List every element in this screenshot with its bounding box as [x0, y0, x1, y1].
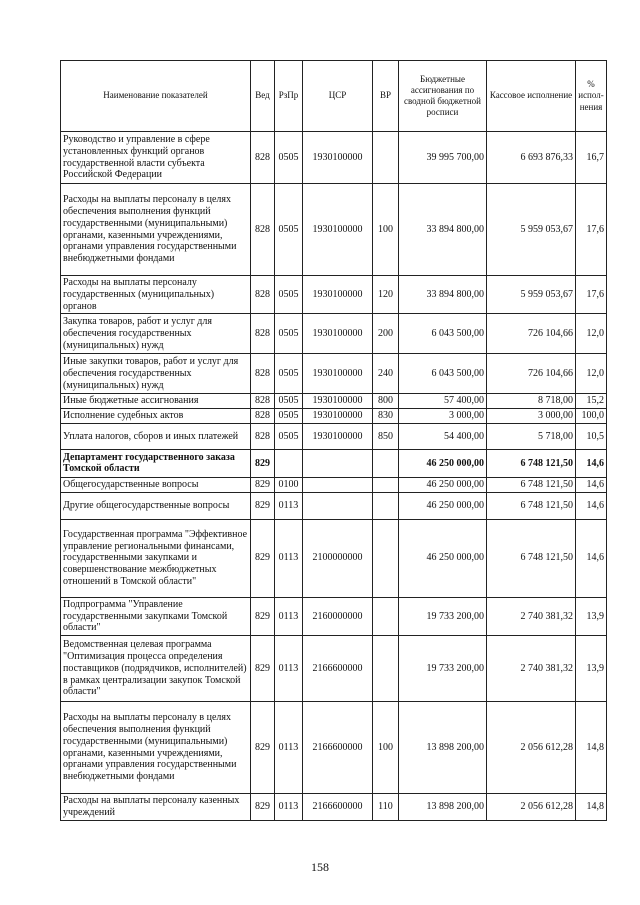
cell-allocations: 19 733 200,00: [399, 636, 487, 702]
budget-execution-table: [60, 60, 607, 821]
cell-csr: 1930100000: [303, 423, 373, 449]
cell-name: Подпрограмма "Управление государственными закупками Томской области": [61, 597, 251, 635]
cell-percent: 14,8: [576, 702, 607, 794]
cell-percent: 14,6: [576, 477, 607, 492]
header-percent: % испол-нения: [576, 61, 607, 132]
cell-cash: 2 740 381,32: [487, 636, 576, 702]
cell-cash: 2 056 612,28: [487, 794, 576, 821]
table-row: [61, 519, 607, 597]
cell-ved: 828: [251, 423, 275, 449]
cell-vr: [373, 449, 399, 477]
cell-rzpr: 0505: [275, 314, 303, 354]
table-row: [61, 794, 607, 821]
table-row: [61, 702, 607, 794]
table-row: [61, 423, 607, 449]
cell-csr: [303, 492, 373, 519]
cell-cash: 726 104,66: [487, 354, 576, 394]
cell-name: Закупка товаров, работ и услуг для обеспечения государственных (муниципальных) нужд: [61, 314, 251, 354]
cell-csr: 2166600000: [303, 702, 373, 794]
header-vr: ВР: [373, 61, 399, 132]
header-name: Наименование показателей: [61, 61, 251, 132]
cell-percent: 10,5: [576, 423, 607, 449]
cell-percent: 17,6: [576, 276, 607, 314]
cell-allocations: 33 894 800,00: [399, 184, 487, 276]
cell-csr: 1930100000: [303, 132, 373, 184]
cell-percent: 12,0: [576, 354, 607, 394]
cell-allocations: 6 043 500,00: [399, 354, 487, 394]
table-row: [61, 409, 607, 424]
table-row: [61, 354, 607, 394]
header-allocations: Бюджетные ассигнования по сводной бюджетной росписи: [399, 61, 487, 132]
cell-cash: 6 693 876,33: [487, 132, 576, 184]
table-row: [61, 394, 607, 409]
cell-allocations: 46 250 000,00: [399, 477, 487, 492]
cell-csr: 1930100000: [303, 314, 373, 354]
cell-vr: 110: [373, 794, 399, 821]
cell-rzpr: 0505: [275, 409, 303, 424]
table-row: [61, 314, 607, 354]
cell-percent: 14,6: [576, 492, 607, 519]
cell-name: Общегосударственные вопросы: [61, 477, 251, 492]
cell-allocations: 46 250 000,00: [399, 492, 487, 519]
table-body: [61, 132, 607, 821]
cell-name: Ведомственная целевая программа "Оптимизация процесса определения поставщиков (подрядчиков, исполнителей) в рамках централизации закупок Томской области": [61, 636, 251, 702]
cell-csr: 2166600000: [303, 636, 373, 702]
cell-csr: [303, 477, 373, 492]
cell-name: Иные закупки товаров, работ и услуг для обеспечения государственных (муниципальных) нужд: [61, 354, 251, 394]
cell-cash: 5 959 053,67: [487, 276, 576, 314]
cell-rzpr: 0113: [275, 794, 303, 821]
cell-csr: 1930100000: [303, 184, 373, 276]
cell-csr: 2160000000: [303, 597, 373, 635]
cell-csr: 2166600000: [303, 794, 373, 821]
cell-allocations: 33 894 800,00: [399, 276, 487, 314]
cell-ved: 828: [251, 184, 275, 276]
cell-rzpr: 0113: [275, 519, 303, 597]
cell-csr: 1930100000: [303, 394, 373, 409]
cell-ved: 828: [251, 314, 275, 354]
cell-csr: [303, 449, 373, 477]
cell-percent: 14,6: [576, 519, 607, 597]
cell-percent: 12,0: [576, 314, 607, 354]
cell-name: Исполнение судебных актов: [61, 409, 251, 424]
cell-vr: [373, 477, 399, 492]
cell-ved: 828: [251, 394, 275, 409]
cell-percent: 15,2: [576, 394, 607, 409]
cell-allocations: 46 250 000,00: [399, 519, 487, 597]
table-row: [61, 477, 607, 492]
cell-percent: 14,8: [576, 794, 607, 821]
cell-ved: 829: [251, 597, 275, 635]
header-csr: ЦСР: [303, 61, 373, 132]
table-row: [61, 276, 607, 314]
cell-cash: 2 740 381,32: [487, 597, 576, 635]
cell-percent: 16,7: [576, 132, 607, 184]
cell-ved: 828: [251, 354, 275, 394]
cell-rzpr: 0505: [275, 354, 303, 394]
cell-csr: 1930100000: [303, 354, 373, 394]
cell-cash: 6 748 121,50: [487, 492, 576, 519]
cell-allocations: 57 400,00: [399, 394, 487, 409]
cell-cash: 2 056 612,28: [487, 702, 576, 794]
cell-percent: 17,6: [576, 184, 607, 276]
cell-rzpr: 0505: [275, 423, 303, 449]
cell-rzpr: 0505: [275, 184, 303, 276]
cell-vr: 120: [373, 276, 399, 314]
cell-cash: 3 000,00: [487, 409, 576, 424]
cell-allocations: 46 250 000,00: [399, 449, 487, 477]
cell-rzpr: 0113: [275, 597, 303, 635]
cell-name: Уплата налогов, сборов и иных платежей: [61, 423, 251, 449]
cell-name: Другие общегосударственные вопросы: [61, 492, 251, 519]
cell-rzpr: 0113: [275, 636, 303, 702]
cell-vr: [373, 597, 399, 635]
cell-cash: 8 718,00: [487, 394, 576, 409]
cell-cash: 6 748 121,50: [487, 449, 576, 477]
header-ved: Вед: [251, 61, 275, 132]
cell-rzpr: 0100: [275, 477, 303, 492]
table-row: [61, 636, 607, 702]
cell-vr: [373, 636, 399, 702]
cell-vr: 100: [373, 702, 399, 794]
cell-rzpr: [275, 449, 303, 477]
cell-vr: 830: [373, 409, 399, 424]
cell-name: Расходы на выплаты персоналу в целях обеспечения выполнения функций государственными (муниципальными) органами, казенными учреждениями, органами управления государственными внебюджетными фондами: [61, 184, 251, 276]
cell-rzpr: 0505: [275, 276, 303, 314]
cell-percent: 13,9: [576, 636, 607, 702]
cell-vr: 850: [373, 423, 399, 449]
cell-name: Государственная программа "Эффективное управление региональными финансами, государственными закупками и совершенствование межбюджетных отношений в Томской области": [61, 519, 251, 597]
cell-allocations: 19 733 200,00: [399, 597, 487, 635]
cell-csr: 1930100000: [303, 409, 373, 424]
table-row: [61, 449, 607, 477]
cell-ved: 829: [251, 702, 275, 794]
header-cash: Кассовое исполнение: [487, 61, 576, 132]
cell-ved: 829: [251, 519, 275, 597]
cell-ved: 829: [251, 492, 275, 519]
cell-ved: 828: [251, 132, 275, 184]
cell-allocations: 39 995 700,00: [399, 132, 487, 184]
table-row: [61, 132, 607, 184]
cell-rzpr: 0505: [275, 394, 303, 409]
cell-ved: 829: [251, 794, 275, 821]
cell-csr: 2100000000: [303, 519, 373, 597]
cell-name: Расходы на выплаты персоналу в целях обеспечения выполнения функций государственными (муниципальными) органами, казенными учреждениями, органами управления государственными внебюджетными фондами: [61, 702, 251, 794]
cell-name: Расходы на выплаты персоналу казенных учреждений: [61, 794, 251, 821]
cell-allocations: 13 898 200,00: [399, 702, 487, 794]
cell-percent: 100,0: [576, 409, 607, 424]
cell-ved: 829: [251, 449, 275, 477]
page-number: 158: [311, 860, 329, 874]
cell-vr: 100: [373, 184, 399, 276]
cell-cash: 5 718,00: [487, 423, 576, 449]
cell-csr: 1930100000: [303, 276, 373, 314]
cell-vr: 200: [373, 314, 399, 354]
cell-name: Расходы на выплаты персоналу государственных (муниципальных) органов: [61, 276, 251, 314]
cell-ved: 829: [251, 477, 275, 492]
header-rzpr: РзПр: [275, 61, 303, 132]
cell-allocations: 3 000,00: [399, 409, 487, 424]
cell-cash: 6 748 121,50: [487, 477, 576, 492]
table-row: [61, 492, 607, 519]
cell-vr: [373, 519, 399, 597]
cell-ved: 829: [251, 636, 275, 702]
cell-allocations: 13 898 200,00: [399, 794, 487, 821]
cell-ved: 828: [251, 409, 275, 424]
table-row: [61, 184, 607, 276]
cell-rzpr: 0113: [275, 702, 303, 794]
cell-percent: 14,6: [576, 449, 607, 477]
cell-allocations: 6 043 500,00: [399, 314, 487, 354]
table-header-row: [61, 61, 607, 132]
cell-cash: 5 959 053,67: [487, 184, 576, 276]
cell-vr: 240: [373, 354, 399, 394]
cell-rzpr: 0113: [275, 492, 303, 519]
cell-name: Департамент государственного заказа Томской области: [61, 449, 251, 477]
cell-name: Руководство и управление в сфере установленных функций органов государственной власти субъекта Российской Федерации: [61, 132, 251, 184]
cell-vr: [373, 132, 399, 184]
cell-allocations: 54 400,00: [399, 423, 487, 449]
cell-rzpr: 0505: [275, 132, 303, 184]
cell-percent: 13,9: [576, 597, 607, 635]
cell-cash: 726 104,66: [487, 314, 576, 354]
cell-ved: 828: [251, 276, 275, 314]
table-row: [61, 597, 607, 635]
cell-vr: [373, 492, 399, 519]
cell-name: Иные бюджетные ассигнования: [61, 394, 251, 409]
cell-vr: 800: [373, 394, 399, 409]
cell-cash: 6 748 121,50: [487, 519, 576, 597]
